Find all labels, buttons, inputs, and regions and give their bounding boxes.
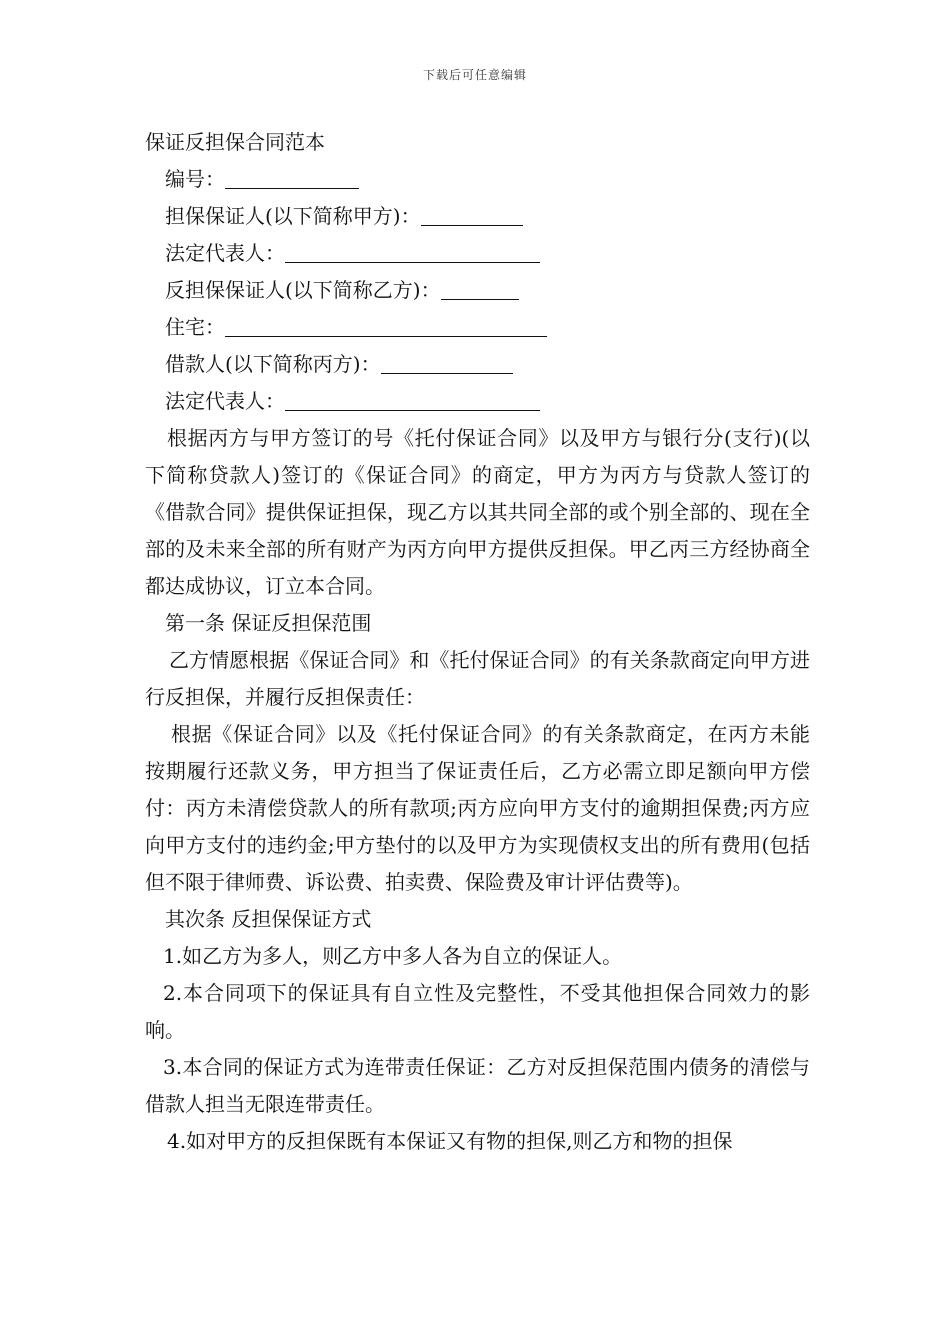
field-label: 法定代表人： bbox=[165, 389, 285, 413]
field-legal-representative-2 bbox=[145, 383, 810, 420]
field-label: 编号： bbox=[165, 167, 225, 191]
field-label: 法定代表人： bbox=[165, 241, 285, 265]
field-counter-guarantor bbox=[145, 272, 810, 309]
field-residence bbox=[145, 309, 810, 346]
article-1-paragraph-1: 乙方情愿根据《保证合同》和《托付保证合同》的有关条款商定向甲方进行反担保，并履行反担保责任： bbox=[145, 648, 810, 709]
field-legal-representative bbox=[145, 235, 810, 272]
field-borrower bbox=[145, 346, 810, 383]
field-label: 住宅： bbox=[165, 315, 225, 339]
article-2-item-2: 2.本合同项下的保证具有自立性及完整性，不受其他担保合同效力的影响。 bbox=[145, 981, 810, 1042]
fill-in-blank bbox=[421, 205, 523, 226]
document-title: 保证反担保合同范本 bbox=[145, 130, 325, 154]
intro-paragraph: 根据丙方与甲方签订的号《托付保证合同》以及甲方与银行分(支行)(以下简称贷款人)签订的《保证合同》的商定，甲方为丙方与贷款人签订的《借款合同》提供保证担保，现乙方以其共同全部的或个别全部的、现在全部的及未来全部的所有财产为丙方向甲方提供反担保。甲乙丙三方经协商全都达成协议，订立本合同。 bbox=[145, 426, 810, 598]
article-1-paragraph-2: 根据《保证合同》以及《托付保证合同》的有关条款商定，在丙方未能按期履行还款义务，甲方担当了保证责任后，乙方必需立即足额向甲方偿付：丙方未清偿贷款人的所有款项;丙方应向甲方支付的逾期担保费;丙方应向甲方支付的违约金;甲方垫付的以及甲方为实现债权支出的所有费用(包括但不限于律师费、诉讼费、拍卖费、保险费及审计评估费等)。 bbox=[145, 722, 810, 894]
fill-in-blank bbox=[225, 316, 547, 337]
document-body bbox=[145, 124, 810, 1160]
fill-in-blank bbox=[381, 353, 513, 374]
field-label: 借款人(以下简称丙方)： bbox=[165, 352, 381, 376]
article-2-item-3: 3.本合同的保证方式为连带责任保证：乙方对反担保范围内债务的清偿与借款人担当无限连带责任。 bbox=[145, 1055, 810, 1116]
fill-in-blank bbox=[441, 279, 519, 300]
fill-in-blank bbox=[225, 168, 359, 189]
article-1-title: 第一条 保证反担保范围 bbox=[165, 611, 372, 635]
field-label: 担保保证人(以下简称甲方)： bbox=[165, 204, 421, 228]
article-2-title: 其次条 反担保保证方式 bbox=[165, 907, 372, 931]
fill-in-blank bbox=[285, 390, 540, 411]
article-2-item-4: 4.如对甲方的反担保既有本保证又有物的担保,则乙方和物的担保 bbox=[167, 1129, 733, 1153]
article-2-item-1: 1.如乙方为多人，则乙方中多人各为自立的保证人。 bbox=[163, 944, 623, 968]
field-guarantor bbox=[145, 198, 810, 235]
field-label: 反担保保证人(以下简称乙方)： bbox=[165, 278, 441, 302]
fill-in-blank bbox=[285, 242, 540, 263]
page-header-note: 下载后可任意编辑 bbox=[422, 68, 527, 82]
field-contract-number bbox=[145, 161, 810, 198]
